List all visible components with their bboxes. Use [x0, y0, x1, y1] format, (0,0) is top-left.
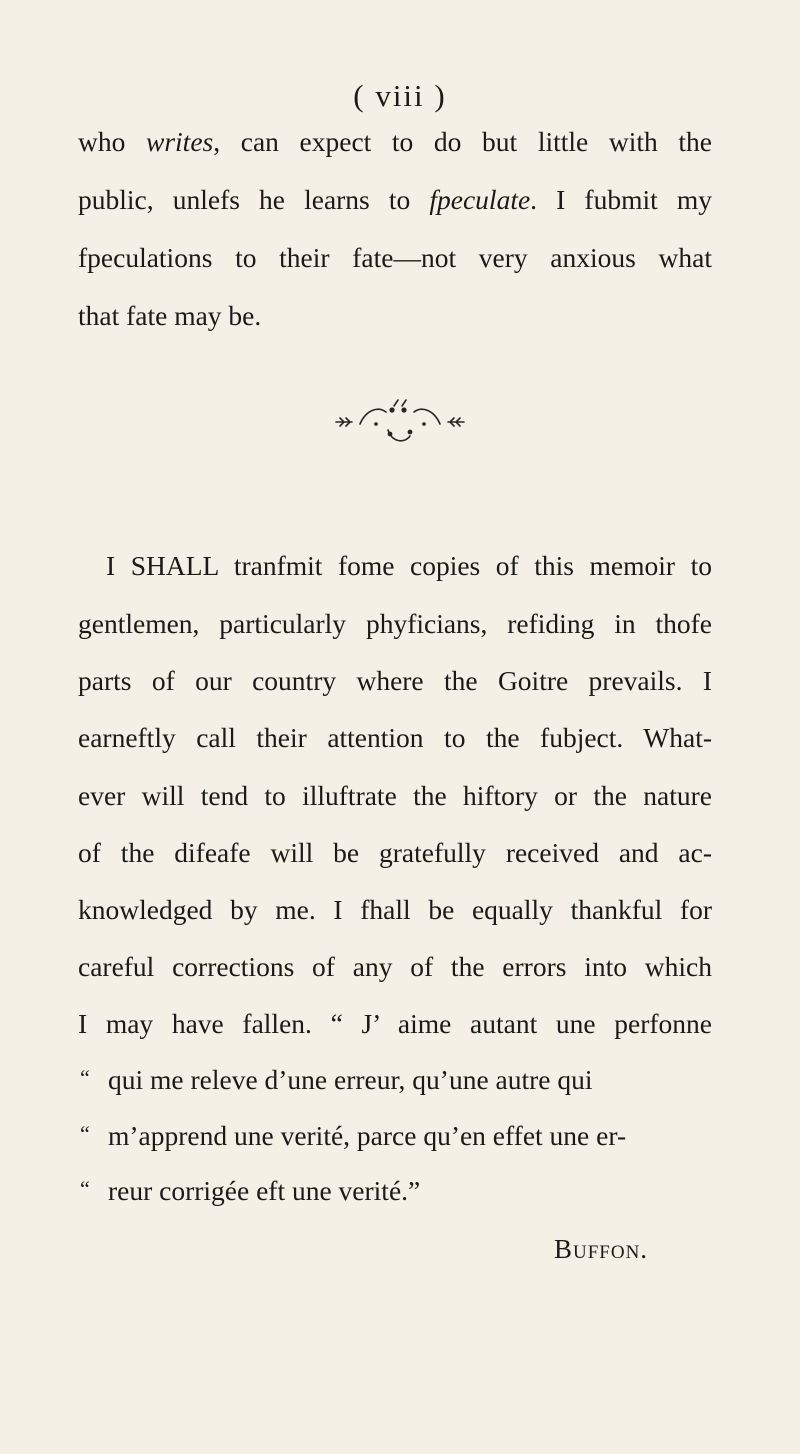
page-number: ( viii )	[353, 78, 447, 113]
paragraph2-line-2: gentlemen, particularly phyficians, refiding in thofe	[78, 608, 712, 639]
paragraph2-line-3: parts of our country where the Goitre prevails. I	[78, 665, 712, 696]
paragraph2-line-9: I may have fallen. “ J’ aime autant une perfonne	[78, 1008, 712, 1039]
paragraph1-line-1	[78, 128, 712, 156]
quote-text: m’apprend une verité, parce qu’en effet une er-	[108, 1120, 627, 1151]
quote-text: reur corrigée eft une verité.”	[108, 1175, 421, 1206]
paragraph2-line-7: knowledged by me. I fhall be equally thankful for	[78, 894, 712, 925]
decorative-fleuron-icon	[330, 398, 470, 448]
quote-mark: “	[80, 1065, 90, 1090]
text-run: , can expect to do but little with the	[213, 126, 712, 157]
paragraph2-line-8: careful corrections of any of the errors into which	[78, 951, 712, 982]
quote-line-2	[80, 1122, 626, 1150]
paragraph1-line-3: fpeculations to their fate—not very anxious what	[78, 242, 712, 273]
author-signature: Buffon.	[554, 1234, 649, 1264]
paragraph2-line-6: of the difeafe will be gratefully received and ac-	[78, 837, 712, 868]
quote-line-3	[80, 1177, 420, 1205]
italic-word: writes	[146, 126, 214, 157]
paragraph2-line-1: I SHALL tranfmit fome copies of this memoir to	[106, 550, 712, 581]
text-run: who	[78, 126, 146, 157]
quote-text: qui me releve d’une erreur, qu’une autre qui	[108, 1064, 593, 1095]
quote-mark: “	[80, 1121, 90, 1146]
paragraph2-line-4: earneftly call their attention to the fubject. What-	[78, 722, 712, 753]
text-run: . I fubmit my	[530, 184, 712, 215]
paragraph2-line-5: ever will tend to illuftrate the hiftory or the nature	[78, 780, 712, 811]
quote-mark: “	[80, 1176, 90, 1201]
paragraph1-line-4: that fate may be.	[78, 300, 262, 331]
text-run: public, unlefs he learns to	[78, 184, 430, 215]
italic-word: fpeculate	[429, 184, 531, 215]
paragraph1-line-2	[78, 186, 712, 214]
quote-line-1	[80, 1066, 593, 1094]
